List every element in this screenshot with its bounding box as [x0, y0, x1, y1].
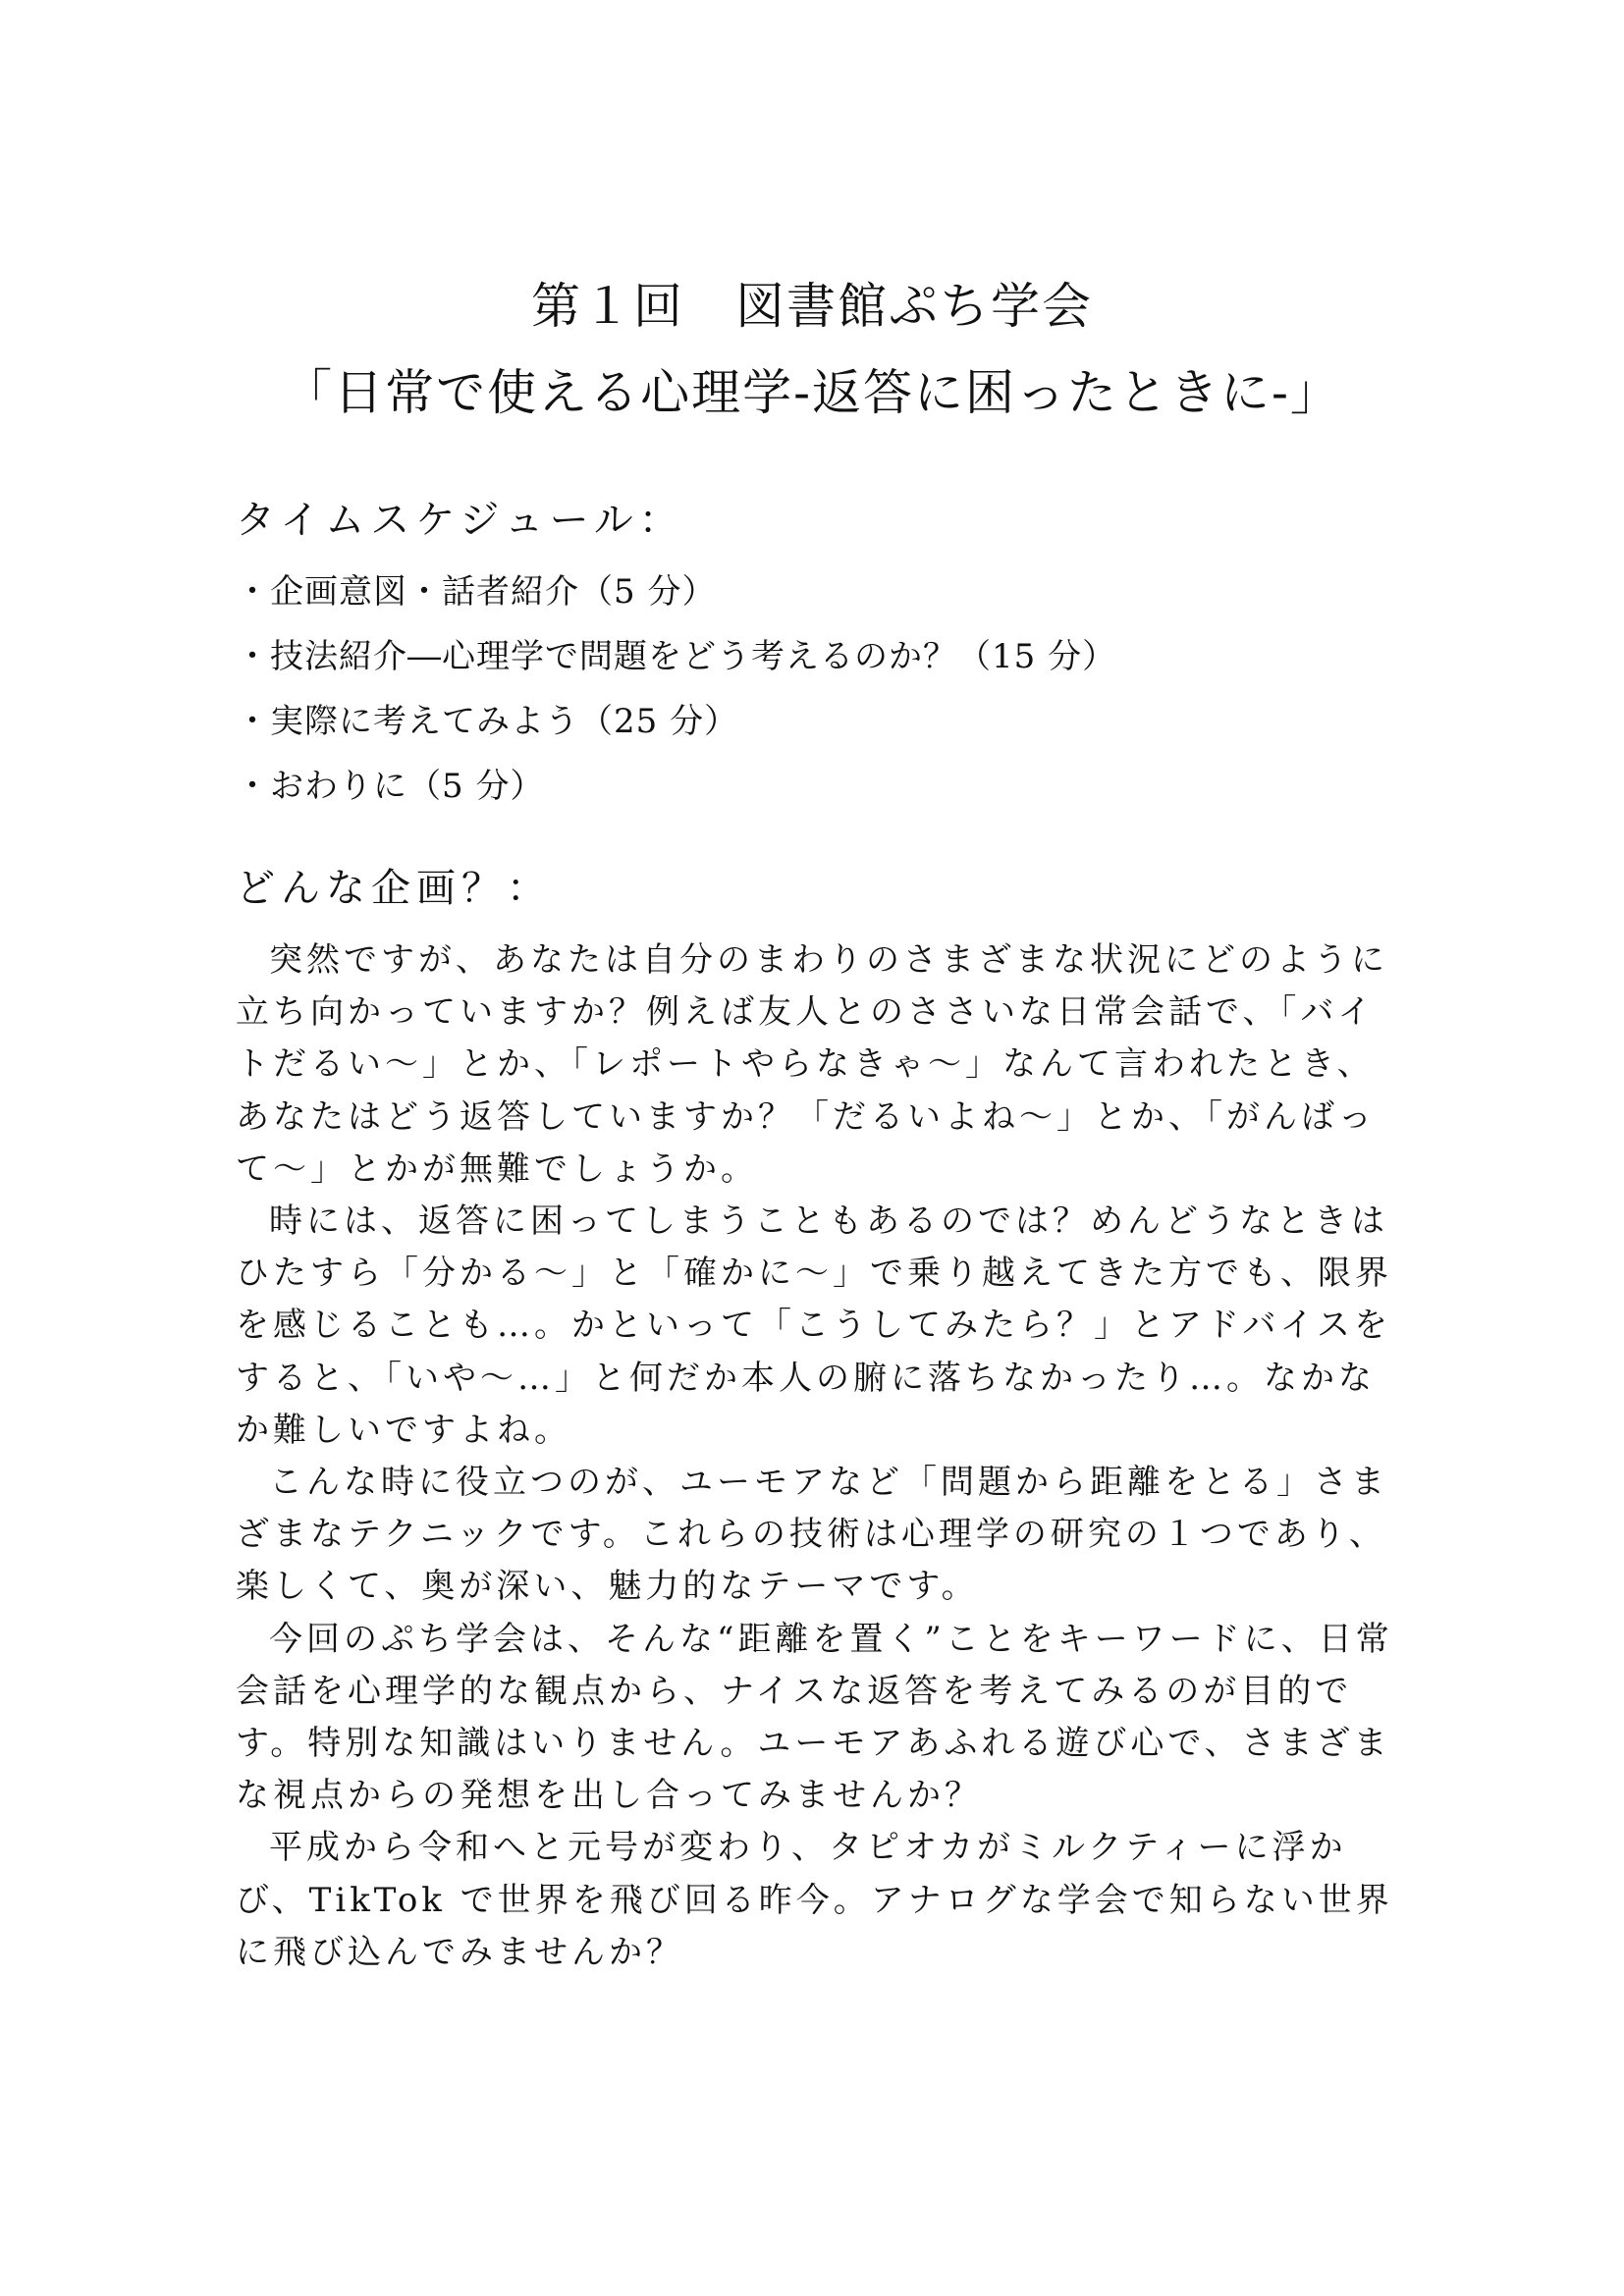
event-title: 第１回 図書館ぷち学会 — [531, 278, 1093, 335]
paragraph: 突然ですが、あなたは自分のまわりのさまざまな状況にどのように立ち向かっていますか？例えば友人とのささいな日常会話で、「バイトだるい～」とか、「レポートやらなきゃ～」なんて言われたとき、あなたはどう返答していますか？「だるいよね～」とか、「がんばって～」とかが無難でしょうか。 — [236, 940, 1388, 1189]
paragraph: 時には、返答に困ってしまうこともあるのでは？めんどうなときはひたすら「分かる～」と「確かに～」で乗り越えてきた方でも、限界を感じることも…。かといって「こうしてみたら？」とアドバイスをすると、「いや～…」と何だか本人の腑に落ちなかったり…。なかなか難しいですよね。 — [236, 1201, 1392, 1450]
about-heading: どんな企画？： — [236, 866, 552, 911]
event-subtitle: 「日常で使える心理学‐返答に困ったときに‐」 — [283, 364, 1341, 421]
schedule-list — [236, 560, 1116, 819]
schedule-item: ・実際に考えてみよう（25 分） — [236, 702, 739, 741]
paragraph: 今回のぷち学会は、そんな“距離を置く”ことをキーワードに、日常会話を心理学的な観点から、ナイスな返答を考えてみるのが目的です。特別な知識はいりません。ユーモアあふれる遊び心で、さまざまな視点からの発想を出し合ってみませんか？ — [236, 1619, 1393, 1816]
schedule-item: ・技法紹介―心理学で問題をどう考えるのか？（15 分） — [236, 637, 1117, 676]
schedule-item: ・企画意図・話者紹介（5 分） — [236, 572, 717, 612]
about-body — [236, 934, 1394, 1979]
schedule-heading: タイムスケジュール： — [236, 498, 684, 543]
schedule-item: ・おわりに（5 分） — [236, 767, 545, 806]
paragraph: 平成から令和へと元号が変わり、タピオカがミルクティーに浮かび、TikTok で世界を飛び回る昨今。アナログな学会で知らない世界に飛び込んでみませんか？ — [236, 1828, 1393, 1972]
paragraph: こんな時に役立つのが、ユーモアなど「問題から距離をとる」さまざまなテクニックです。これらの技術は心理学の研究の１つであり、楽しくて、奥が深い、魅力的なテーマです。 — [236, 1463, 1388, 1607]
title-block — [0, 277, 1624, 422]
